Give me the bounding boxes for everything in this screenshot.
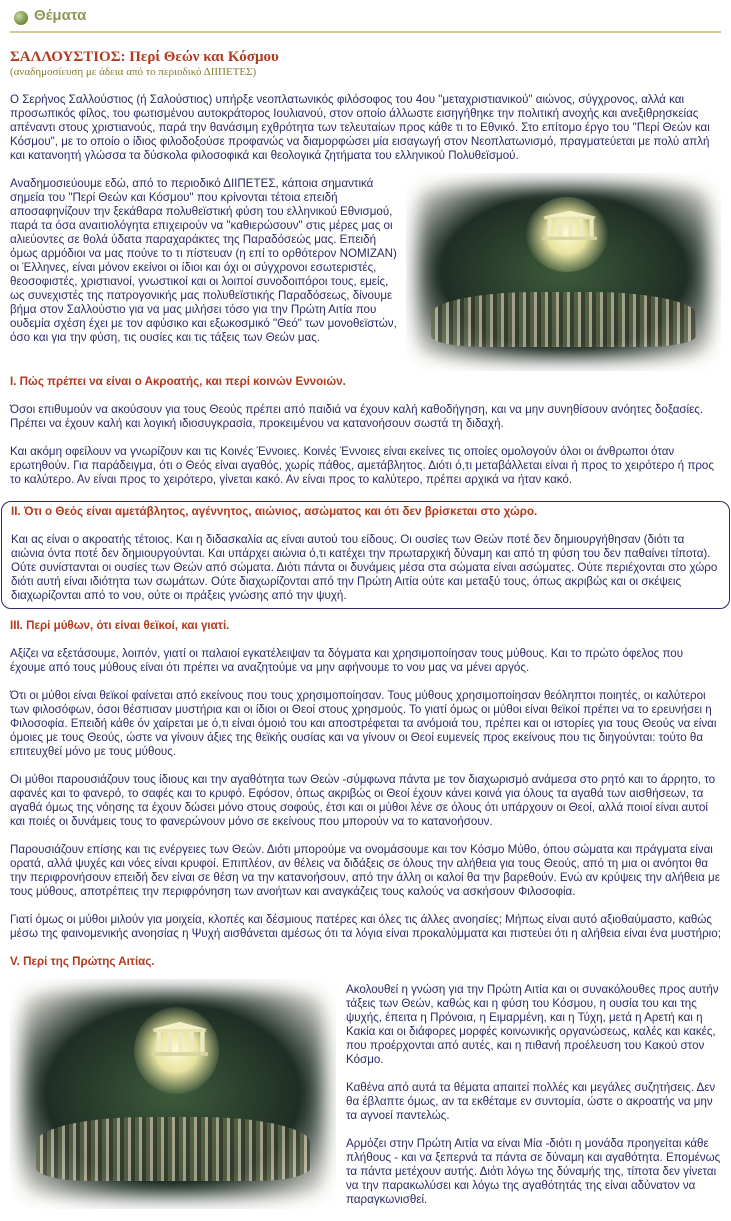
section-3-paragraph-3: Οι μύθοι παρουσιάζουν τους ίδιους και την αγαθότητα των Θεών -σύμφωνα πάντα με τον διαχωρισμό ανάμεσα στο ρητό και το άρρητο, το αφανές και το φανερό, το σαφές και το κρυφό. Εφόσον, όπως ακριβώς οι Θεοί έχουν κάνει κοινά για όλους τα αγαθά των αισθήσεων, τα αγαθά όμως της νόησης τα έχουν δώσει μόνο στους σοφούς, έτσι και οι μύθοι λένε σε όλους ότι υπάρχουν οι Θεοί, αλλά ποιοί είναι αυτοί και ποιές οι δυνάμεις τους το φανερώνουν μόνο σε εκείνους που μπορούν να το κατανοήσουν. xyxy=(10,773,716,828)
section-1-paragraph-2: Και ακόμη οφείλουν να γνωρίζουν και τις Κοινές Έννοιες. Κοινές Έννοιες είναι εκείνες τις οποίες ομολογούν όλοι οι άνθρωποι όταν ερωτηθούν. Για παράδειγμα, ότι ο Θεός είναι αγαθός, χωρίς πάθος, αμετάβλητος. Διότι ό,τι μεταβάλλεται είναι ή προς το χειρότερο ή προς το καλύτερο. Αν είναι προς το χειρότερο, γίνεται κακό. Αν είναι προς το καλύτερο, πρέπει αρχικά να ήταν κακό. xyxy=(10,445,714,486)
section-3-heading: III. Περί μύθων, ότι είναι θεϊκοί, και γιατί. xyxy=(10,619,230,632)
section-header xyxy=(0,0,731,38)
article-subtitle: (αναδημοσίευση με άδεια από το περιοδικό ΔΙΙΠΕΤΕΣ) xyxy=(10,66,257,78)
article-title: ΣΑΛΛΟΥΣΤΙΟΣ: Περί Θεών και Κόσμου xyxy=(10,49,279,65)
section-3-paragraph-2: Ότι οι μύθοι είναι θεϊκοί φαίνεται από εκείνους που τους χρησιμοποίησαν. Τους μύθους χρησιμοποίησαν θεόληπτοι ποιητές, οι καλύτεροι των φιλοσόφων, όσοι θέσπισαν μυστήρια και οι ίδιοι οι Θεοί στους χρησμούς. Το γιατί όμως οι μύθοι είναι θεϊκοί πρέπει να το ερευνήσει η Φιλοσοφία. Επειδή κάθε όν χαίρεται με ό,τι είναι όμοιό του και αποστρέφεται τα ανόμοιά του, πρέπει και οι ιστορίες για τους Θεούς να είναι όμοιες με τους Θεούς, ώστε να γίνουν άξιες της θεϊκής ουσίας και να γίνουν οι Θεοί ευμενείς προς εκείνους που τις διηγούνται: τούτο θα επιτευχθεί μόνο με τους μύθους. xyxy=(10,689,717,758)
temple-painting-image xyxy=(406,173,721,371)
section-5-paragraph-2: Καθένα από αυτά τα θέματα απαιτεί πολλές και μεγάλες συζητήσεις. Δεν θα έβλαπτε όμως, αν τα εκθέταμε εν συντομία, ώστε ο ακροατής να μην τα αγνοεί παντελώς. xyxy=(346,1081,716,1122)
section-3-paragraph-1: Αξίζει να εξετάσουμε, λοιπόν, γιατί οι παλαιοί εγκατέλειψαν τα δόγματα και χρησιμοποίησαν τους μύθους. Και το πρώτο όφελος που έχουμε από τους μύθους είναι ότι πρέπει να αναζητούμε να μην αφήνουμε το νου μας να μένει αργός. xyxy=(10,647,684,674)
section-5-paragraph-3: Αρμόζει στην Πρώτη Αιτία να είναι Μία -διότι η μονάδα προηγείται κάθε πλήθους - και να ξεπερνά τα πάντα σε δύναμη και αγαθότητα. Επομένως τα πάντα μετέχουν αυτής. Διότι λόγω της δύναμής της, τίποτα δεν γίνεται να την παρακωλύσει και λόγω της αγαθότητάς της είναι αδύνατον να παραγκωνισθεί. xyxy=(346,1137,721,1206)
header-rule xyxy=(10,31,721,33)
section-2-paragraph-1: Και ας είναι ο ακροατής τέτοιος. Και η διδασκαλία ας είναι αυτού του είδους. Οι ουσίες των Θεών ποτέ δεν δημιουργήθησαν (διότι τα αιώνια όντα ποτέ δεν δημιουργούνται. Και υπάρχει αιώνια ό,τι κατέχει την πρωταρχική δύναμη και από τη φύση του δεν παθαίνει τίποτα). Ούτε συνίστανται οι ουσίες των Θεών από σώματα. Διότι πάντα οι δυνάμεις μέσα στα σώματα είναι ασώματες. Ούτε περιέχονται στο χώρο διότι αυτή είναι ιδιότητα των σωμάτων. Ούτε διαχωρίζονται από την Πρώτη Αιτία ούτε και μεταξύ τους, όπως ακριβώς και οι σκέψεις διαχωρίζονται από το νου, ούτε οι πράξεις γνώσης από την ψυχή. xyxy=(11,533,718,602)
intro-paragraph: Ο Σερήνος Σαλλούστιος (ή Σαλούστιος) υπήρξε νεοπλατωνικός φιλόσοφος του 4ου "μεταχριστιανικού" αιώνος, σύγχρονος, αλλά και προσωπικός φίλος, του φωτισμένου αυτοκράτορος Ιουλιανού, στον οποίο άλλωστε εισηγήθηκε την πολιτική ανοχής και ανεξιθρησκείας απέναντι στους χριστιανούς, παρά την θανάσιμη εχθρότητα των τελευταίων προς κάθε τι το Εθνικό. Στο επίτομο έργο του "Περί Θεών και Κόσμου", με το οποίο ο ίδιος φιλοδοξούσε προφανώς να διαμορφώσει μία εισαγωγή στον Νεοπλατωνισμό, πραγματεύεται με πολύ απλή και κατανοητή γλώσσα τα δύσκολα φιλοσοφικά και θεολογικά ζητήματα του ελληνικού Πολυθεϊσμού. xyxy=(10,93,710,162)
reprint-note-paragraph: Αναδημοσιεύουμε εδώ, από το περιοδικό ΔΙΙΠΕΤΕΣ, κάποια σημαντικά σημεία του "Περί Θεών και Κόσμου" που κρίνονται τέτοια επειδή αποσαφηνίζουν την ξεκάθαρα πολυθεϊστική φύση του ελληνικού Εθνισμού, παρά τα όσα αναιτιολόγητα επιχειρούν να "καθιερώσουν" στις μέρες μας οι αλιεύοντες σε θολά ύδατα παραχαράκτες της Παραδόσεώς μας. Επειδή όμως αρμόδιοι να μας πούνε το τι πίστευαν (η επί το ορθότερον ΝΟΜΙΖΑΝ) οι Έλληνες, είναι μόνον εκείνοι οι ίδιοι και όχι οι σύγχρονοι εσωτεριστές, θεοσοφιστές, χριστιανοί, γνωστικοί και οι λοιποί συνοδοιπόροι τους, εμείς, ως συνεχιστές της πατρογονικής μας πολυθεϊστικής Παραδόσεως, δίνουμε βήμα στον Σαλλούστιο για να μας μιλήσει τόσο για την Πρώτη Αιτία που ουδεμία σχέση έχει με τον αφύσικο και εξωκοσμικό "Θεό" των μονοθεϊστών, όσο και για την φύση, τις ουσίες και τις τάξεις των Θεών μας. xyxy=(10,177,397,344)
section-5-heading: V. Περί της Πρώτης Αιτίας. xyxy=(10,955,155,968)
ancient-temple-painting-icon xyxy=(406,173,721,371)
section-3-paragraph-4: Παρουσιάζουν επίσης και τις ενέργειες των Θεών. Διότι μπορούμε να ονομάσουμε και τον Κόσμο Μύθο, όπου σώματα και πράγματα είναι ορατά, αλλά ψυχές και νόες είναι κρυφοί. Επιπλέον, αν θέλεις να διδάξεις σε όλους την αλήθεια για τους Θεούς, από τη μια οι ανόητοι θα την περιφρονήσουν επειδή δεν είναι σε θέση να την κατανοήσουν, από την άλλη οι καλοί θα την βαρεθούν. Ενώ αν κρύψεις την αλήθεια με τους μύθους, αποτρέπεις την περιφρόνηση των ανοήτων και αναγκάζεις τους καλούς να ασκήσουν Φιλοσοφία. xyxy=(10,843,720,898)
section-2-heading: II. Ότι ο Θεός είναι αμετάβλητος, αγέννητος, αιώνιος, ασώματος και ότι δεν βρίσκεται στο χώρο. xyxy=(11,505,538,518)
temple-painting-image-2 xyxy=(10,979,336,1209)
section-3-paragraph-5: Γιατί όμως οι μύθοι μιλούν για μοιχεία, κλοπές και δέσμιους πατέρες και όλες τις άλλες ανοησίες; Μήπως είναι αυτό αξιοθαύμαστο, καθώς μέσω της φαινομενικής ανοησίας η Ψυχή αισθάνεται αμέσως ότι τα λόγια είναι προκαλύμματα και πιστεύει ότι η αλήθεια είναι ένα μυστήριο; xyxy=(10,913,721,940)
section-title: Θέματα xyxy=(34,7,87,24)
section-5-paragraph-1: Ακολουθεί η γνώση για την Πρώτη Αιτία και οι συνακόλουθες προς αυτήν τάξεις των Θεών, καθώς και η φύση του Κόσμου, η ουσία του και της ψυχής, έπειτα η Πρόνοια, η Ειμαρμένη, και η Τύχη, μετά η Αρετή και η Κακία και οι διάφορες μορφές κοινωνικής οργανώσεως, καλές και κακές, που προέρχονται από αυτές, και η πιθανή προέλευση του Κακού στον Κόσμο. xyxy=(346,983,719,1066)
section-1-paragraph-1: Όσοι επιθυμούν να ακούσουν για τους Θεούς πρέπει από παιδιά να έχουν καλή καθοδήγηση, και να μην συνηθίσουν ανόητες δοξασίες. Πρέπει να έχουν καλή και λογική ιδιοσυγκρασία, προκειμένου να κατανοήσουν σωστά τη διδαχή. xyxy=(10,403,704,430)
green-sphere-icon xyxy=(14,11,28,25)
ancient-temple-painting-icon xyxy=(10,979,336,1209)
section-1-heading: I. Πώς πρέπει να είναι ο Ακροατής, και περί κοινών Εννοιών. xyxy=(10,375,346,388)
section-2-box xyxy=(1,501,730,609)
article xyxy=(10,48,721,1221)
